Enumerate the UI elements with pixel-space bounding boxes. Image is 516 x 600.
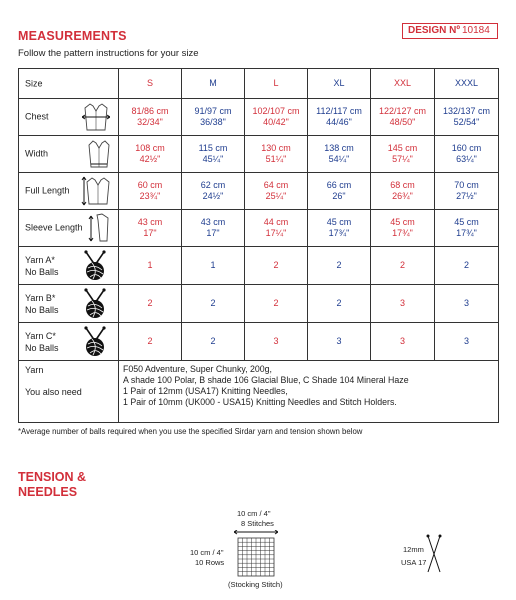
table-row-width [19,136,499,173]
yarn-c-label: Yarn C* [25,330,56,341]
width-xxl: 145 cm 57¼" [371,136,435,173]
width-garment-icon [88,139,110,169]
sleeve-garment-icon [88,212,110,244]
table-row-chest [19,99,499,136]
full-length-xxxl: 70 cm 27½" [435,173,499,210]
materials-line: F050 Adventure, Super Chunky, 200g, [123,364,272,374]
yarn-ball-icon [80,250,110,282]
table-row-yarn-b [19,285,499,323]
yarn-heading: Yarn [25,365,44,375]
chest-m: 91/97 cm 36/38" [182,99,245,136]
yarn-b-xl: 2 [308,285,371,323]
sleeve-l: 44 cm 17¼" [245,210,308,247]
table-row-yarn-a [19,247,499,285]
row-label-width [19,136,119,173]
width-m: 115 cm 45¼" [182,136,245,173]
yarn-ball-icon [80,288,110,320]
needle-size-label: 12mm [403,545,424,554]
sleeve-xxxl: 45 cm 17¾" [435,210,499,247]
yarn-b-label: Yarn B* [25,292,56,303]
design-label: DESIGN Nº [408,25,460,36]
design-number-badge [402,23,498,39]
full-length-l: 64 cm 25¼" [245,173,308,210]
row-label-yarn-c [19,323,119,361]
materials-line: 1 Pair of 10mm (UK000 - USA15) Knitting Needles and Stitch Holders. [123,397,397,407]
stitch-type-label: (Stocking Stitch) [228,580,283,589]
yarn-c-balls-label: No Balls [25,342,59,353]
sleeve-xxl: 45 cm 17¾" [371,210,435,247]
measurements-heading: MEASUREMENTS [18,29,127,43]
yarn-a-m: 1 [182,247,245,285]
yarn-c-l: 3 [245,323,308,361]
size-xxl: XXL [371,69,435,99]
chest-garment-icon [82,102,110,132]
width-s: 108 cm 42½" [119,136,182,173]
yarn-a-l: 2 [245,247,308,285]
tension-square-grid-icon [234,530,278,578]
width-label: Width [25,148,49,159]
yarn-c-xxl: 3 [371,323,435,361]
chest-label: Chest [25,111,49,122]
size-xl: XL [308,69,371,99]
tension-needles-heading: TENSION & NEEDLES [18,470,87,499]
instructions-subtitle: Follow the pattern instructions for your size [18,48,199,59]
chest-xl: 112/117 cm 44/46" [308,99,371,136]
full-length-s: 60 cm 23¾" [119,173,182,210]
yarn-a-xxl: 2 [371,247,435,285]
row-label-sleeve-length [19,210,119,247]
tension-rows-label: 10 Rows [195,558,225,567]
yarn-ball-icon [80,326,110,358]
length-garment-icon [80,175,110,207]
row-label-yarn-b [19,285,119,323]
row-label-chest [19,99,119,136]
full-length-label: Full Length [25,185,70,196]
yarn-a-balls-label: No Balls [25,266,59,277]
width-xxxl: 160 cm 63¼" [435,136,499,173]
table-row-full-length [19,173,499,210]
yarn-c-m: 2 [182,323,245,361]
size-l: L [245,69,308,99]
balls-footnote: *Average number of balls required when you use the specified Sirdar yarn and tension shown below [18,427,363,436]
size-s: S [119,69,182,99]
measurements-table [18,68,499,423]
materials-line: A shade 100 Polar, B shade 106 Glacial Blue, C Shade 104 Mineral Haze [123,375,409,385]
also-need-heading: You also need [25,387,82,397]
tension-height-label: 10 cm / 4" [190,548,224,557]
yarn-b-s: 2 [119,285,182,323]
chest-xxl: 122/127 cm 48/50" [371,99,435,136]
sleeve-s: 43 cm 17" [119,210,182,247]
width-xl: 138 cm 54¼" [308,136,371,173]
width-l: 130 cm 51¼" [245,136,308,173]
chest-xxxl: 132/137 cm 52/54" [435,99,499,136]
yarn-b-xxxl: 3 [435,285,499,323]
materials-details [119,361,499,423]
yarn-b-xxl: 3 [371,285,435,323]
yarn-c-s: 2 [119,323,182,361]
yarn-a-xxxl: 2 [435,247,499,285]
tension-width-label: 10 cm / 4" [237,509,271,518]
table-row-materials [19,361,499,423]
yarn-b-l: 2 [245,285,308,323]
yarn-c-xl: 3 [308,323,371,361]
sleeve-length-label: Sleeve Length [25,222,83,233]
table-row-yarn-c [19,323,499,361]
yarn-a-xl: 2 [308,247,371,285]
yarn-b-m: 2 [182,285,245,323]
yarn-b-balls-label: No Balls [25,304,59,315]
row-label-yarn-a [19,247,119,285]
crossed-needles-icon [424,534,444,574]
tension-stitches-label: 8 Stitches [241,519,274,528]
yarn-a-s: 1 [119,247,182,285]
materials-labels [19,361,119,423]
full-length-xxl: 68 cm 26¾" [371,173,435,210]
chest-s: 81/86 cm 32/34" [119,99,182,136]
full-length-m: 62 cm 24½" [182,173,245,210]
size-xxxl: XXXL [435,69,499,99]
row-label-full-length [19,173,119,210]
materials-line: 1 Pair of 12mm (USA17) Knitting Needles, [123,386,288,396]
yarn-c-xxxl: 3 [435,323,499,361]
size-header-row [19,69,499,99]
size-header-label: Size [19,69,119,99]
size-m: M [182,69,245,99]
needle-usa-label: USA 17 [401,558,427,567]
design-number: 10184 [462,25,490,36]
yarn-a-label: Yarn A* [25,254,55,265]
chest-l: 102/107 cm 40/42" [245,99,308,136]
full-length-xl: 66 cm 26" [308,173,371,210]
table-row-sleeve-length [19,210,499,247]
sleeve-xl: 45 cm 17¾" [308,210,371,247]
sleeve-m: 43 cm 17" [182,210,245,247]
